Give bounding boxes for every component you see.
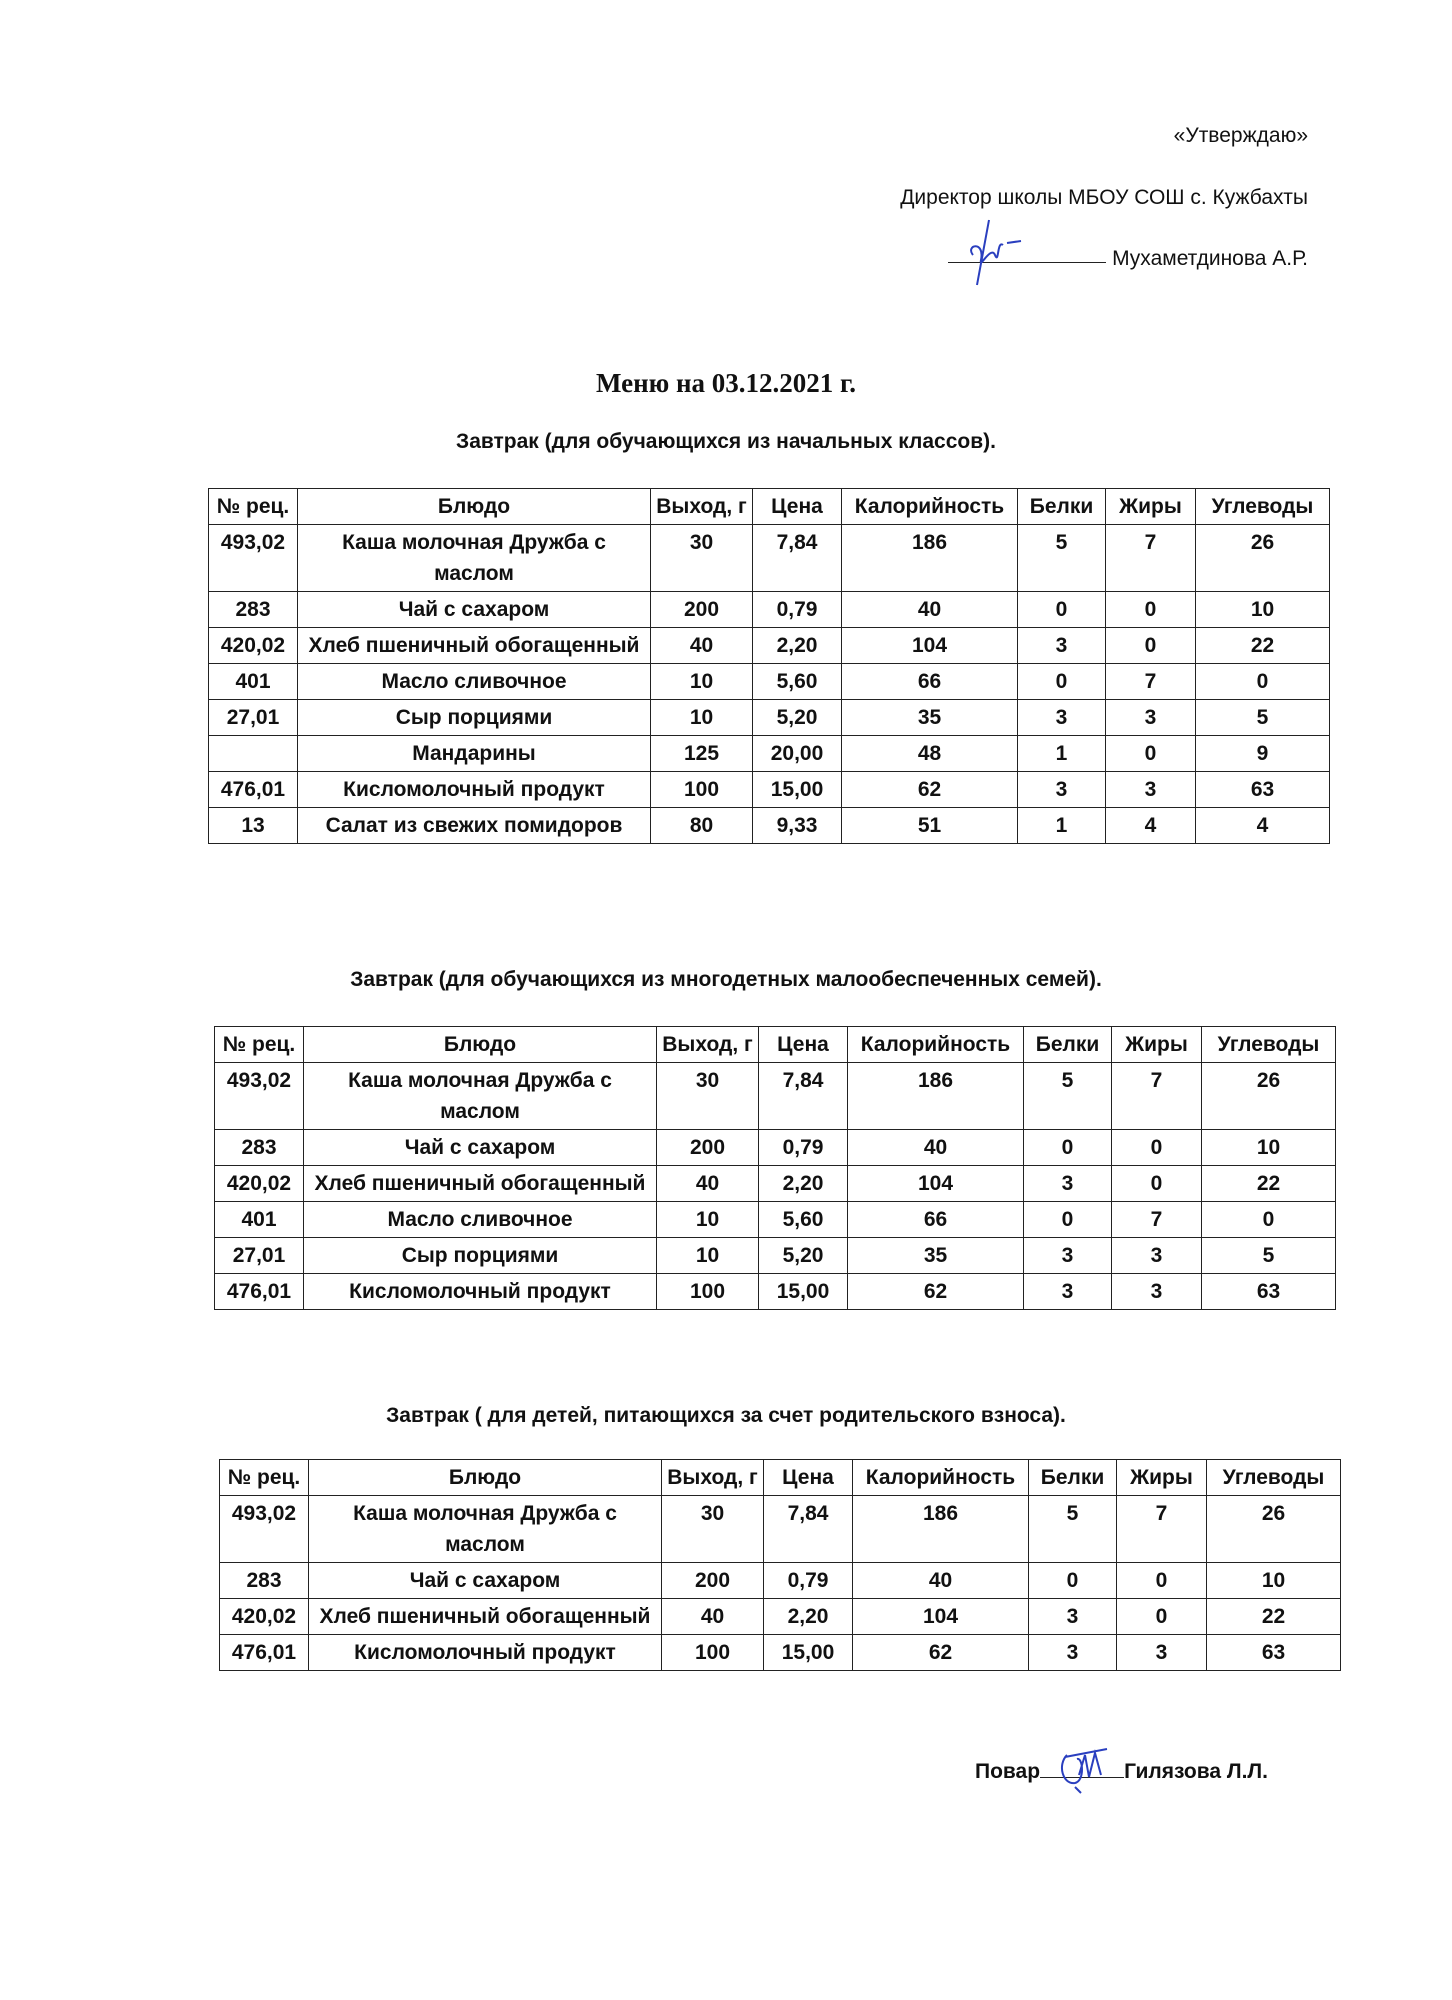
cell-calories: 40 [848,1130,1024,1166]
column-header-fats: Жиры [1117,1460,1207,1496]
cell-price: 2,20 [759,1166,848,1202]
column-header-calories: Калорийность [848,1027,1024,1063]
cell-proteins: 0 [1024,1202,1112,1238]
table-row [215,1274,1336,1310]
cell-fats: 4 [1106,808,1196,844]
cell-yield: 30 [657,1063,759,1130]
cell-carbs: 22 [1207,1599,1341,1635]
cell-fats: 0 [1106,592,1196,628]
column-header-yield: Выход, г [662,1460,764,1496]
director-title: Директор школы МБОУ СОШ с. Кужбахты [900,186,1308,209]
cell-dish: Каша молочная Дружба с маслом [304,1063,657,1130]
cell-recipe-number: 493,02 [215,1063,304,1130]
column-header-carbs: Углеводы [1207,1460,1341,1496]
cell-calories: 186 [853,1496,1029,1563]
column-header-dish: Блюдо [304,1027,657,1063]
cell-yield: 100 [662,1635,764,1671]
column-header-yield: Выход, г [657,1027,759,1063]
cell-yield: 30 [662,1496,764,1563]
cell-calories: 35 [848,1238,1024,1274]
cell-recipe-number: 27,01 [209,700,298,736]
column-header-carbs: Углеводы [1196,489,1330,525]
cell-yield: 100 [657,1274,759,1310]
cell-yield: 40 [657,1166,759,1202]
table-row [209,628,1330,664]
cell-recipe-number: 420,02 [215,1166,304,1202]
cell-dish: Каша молочная Дружба с маслом [298,525,651,592]
cell-calories: 35 [842,700,1018,736]
cell-yield: 200 [651,592,753,628]
cell-dish: Хлеб пшеничный обогащенный [304,1166,657,1202]
section-2-subtitle: Завтрак (для обучающихся из многодетных малообеспеченных семей). [350,968,1102,991]
table-row [220,1563,1341,1599]
cell-carbs: 0 [1202,1202,1336,1238]
section-1-subtitle: Завтрак (для обучающихся из начальных классов). [456,430,996,453]
cell-calories: 104 [842,628,1018,664]
column-header-price: Цена [759,1027,848,1063]
cell-price: 0,79 [764,1563,853,1599]
column-header-price: Цена [764,1460,853,1496]
cell-yield: 200 [662,1563,764,1599]
cell-price: 2,20 [753,628,842,664]
column-header-carbs: Углеводы [1202,1027,1336,1063]
cell-yield: 10 [651,664,753,700]
cell-calories: 66 [848,1202,1024,1238]
cell-carbs: 22 [1202,1166,1336,1202]
cell-proteins: 5 [1029,1496,1117,1563]
cell-price: 2,20 [764,1599,853,1635]
table-row [209,772,1330,808]
cook-signature-block [975,1760,1268,1784]
cell-dish: Кисломолочный продукт [309,1635,662,1671]
cell-recipe-number: 420,02 [220,1599,309,1635]
cell-price: 20,00 [753,736,842,772]
cell-calories: 62 [842,772,1018,808]
table-row [220,1599,1341,1635]
cell-price: 5,60 [759,1202,848,1238]
cell-fats: 3 [1112,1238,1202,1274]
cell-recipe-number: 476,01 [209,772,298,808]
table-row [215,1202,1336,1238]
cell-fats: 0 [1106,628,1196,664]
cell-carbs: 10 [1207,1563,1341,1599]
cell-proteins: 1 [1018,808,1106,844]
cell-price: 5,20 [753,700,842,736]
column-header-fats: Жиры [1106,489,1196,525]
director-name: Мухаметдинова А.Р. [1112,247,1308,270]
table-row [215,1063,1336,1130]
cell-yield: 30 [651,525,753,592]
cell-recipe-number: 493,02 [209,525,298,592]
column-header-proteins: Белки [1018,489,1106,525]
cell-recipe-number: 13 [209,808,298,844]
director-signature [955,215,1025,290]
table-row [215,1238,1336,1274]
cell-dish: Масло сливочное [298,664,651,700]
cell-calories: 104 [848,1166,1024,1202]
cell-price: 15,00 [759,1274,848,1310]
cell-calories: 40 [842,592,1018,628]
cell-fats: 0 [1112,1130,1202,1166]
cell-yield: 80 [651,808,753,844]
cell-proteins: 0 [1018,592,1106,628]
cell-price: 0,79 [753,592,842,628]
cell-dish: Салат из свежих помидоров [298,808,651,844]
cell-proteins: 5 [1018,525,1106,592]
cell-carbs: 0 [1196,664,1330,700]
cell-proteins: 3 [1018,772,1106,808]
cell-dish: Хлеб пшеничный обогащенный [298,628,651,664]
cell-yield: 40 [651,628,753,664]
cell-dish: Хлеб пшеничный обогащенный [309,1599,662,1635]
cell-recipe-number: 420,02 [209,628,298,664]
cell-fats: 7 [1117,1496,1207,1563]
cell-proteins: 3 [1018,700,1106,736]
menu-table-primary [208,488,1330,844]
cell-carbs: 22 [1196,628,1330,664]
cell-price: 15,00 [764,1635,853,1671]
cell-recipe-number: 476,01 [215,1274,304,1310]
cook-name: Гилязова Л.Л. [1124,1760,1268,1783]
table-row [209,592,1330,628]
column-header-recipe-number: № рец. [215,1027,304,1063]
cell-dish: Чай с сахаром [309,1563,662,1599]
cell-fats: 0 [1112,1166,1202,1202]
cell-carbs: 10 [1202,1130,1336,1166]
table-header-row [220,1460,1341,1496]
cell-carbs: 26 [1207,1496,1341,1563]
cell-price: 5,60 [753,664,842,700]
cell-proteins: 1 [1018,736,1106,772]
cell-price: 15,00 [753,772,842,808]
cell-fats: 0 [1117,1599,1207,1635]
cell-proteins: 3 [1024,1274,1112,1310]
table-row [209,808,1330,844]
column-header-proteins: Белки [1024,1027,1112,1063]
cell-recipe-number [209,736,298,772]
cook-signature [1055,1745,1115,1795]
cell-dish: Каша молочная Дружба с маслом [309,1496,662,1563]
cell-proteins: 0 [1029,1563,1117,1599]
cell-calories: 48 [842,736,1018,772]
cell-fats: 3 [1106,772,1196,808]
table-row [220,1496,1341,1563]
cell-fats: 7 [1112,1202,1202,1238]
cell-calories: 62 [853,1635,1029,1671]
approval-heading: «Утверждаю» [1173,124,1308,147]
cell-proteins: 3 [1024,1166,1112,1202]
table-row [209,664,1330,700]
cell-price: 0,79 [759,1130,848,1166]
cell-carbs: 63 [1196,772,1330,808]
cell-dish: Кисломолочный продукт [298,772,651,808]
cell-recipe-number: 401 [209,664,298,700]
cell-carbs: 5 [1202,1238,1336,1274]
cell-fats: 3 [1106,700,1196,736]
cell-fats: 0 [1106,736,1196,772]
cell-recipe-number: 27,01 [215,1238,304,1274]
cell-dish: Чай с сахаром [298,592,651,628]
table-header-row [209,489,1330,525]
cell-price: 7,84 [759,1063,848,1130]
cell-yield: 10 [657,1238,759,1274]
table-header-row [215,1027,1336,1063]
cell-yield: 10 [651,700,753,736]
cell-dish: Мандарины [298,736,651,772]
cell-dish: Масло сливочное [304,1202,657,1238]
cell-proteins: 5 [1024,1063,1112,1130]
cell-proteins: 3 [1018,628,1106,664]
cell-dish: Сыр порциями [298,700,651,736]
cell-yield: 40 [662,1599,764,1635]
cell-dish: Сыр порциями [304,1238,657,1274]
cell-price: 5,20 [759,1238,848,1274]
column-header-calories: Калорийность [842,489,1018,525]
cell-price: 7,84 [764,1496,853,1563]
menu-table-large-families [214,1026,1336,1310]
cell-recipe-number: 401 [215,1202,304,1238]
cell-carbs: 63 [1207,1635,1341,1671]
cell-calories: 186 [842,525,1018,592]
table-row [209,736,1330,772]
table-row [215,1130,1336,1166]
cell-price: 7,84 [753,525,842,592]
column-header-fats: Жиры [1112,1027,1202,1063]
column-header-proteins: Белки [1029,1460,1117,1496]
column-header-dish: Блюдо [309,1460,662,1496]
cell-calories: 40 [853,1563,1029,1599]
cell-calories: 66 [842,664,1018,700]
column-header-dish: Блюдо [298,489,651,525]
cell-calories: 51 [842,808,1018,844]
cell-proteins: 3 [1029,1635,1117,1671]
cell-recipe-number: 493,02 [220,1496,309,1563]
cell-carbs: 4 [1196,808,1330,844]
table-row [215,1166,1336,1202]
cell-proteins: 3 [1029,1599,1117,1635]
cell-yield: 10 [657,1202,759,1238]
cell-fats: 3 [1117,1635,1207,1671]
cell-carbs: 26 [1202,1063,1336,1130]
cell-fats: 7 [1112,1063,1202,1130]
cell-calories: 186 [848,1063,1024,1130]
column-header-price: Цена [753,489,842,525]
section-3-subtitle: Завтрак ( для детей, питающихся за счет родительского взноса). [386,1404,1066,1427]
cell-yield: 100 [651,772,753,808]
cell-yield: 200 [657,1130,759,1166]
table-row [220,1635,1341,1671]
cell-recipe-number: 283 [209,592,298,628]
cell-fats: 7 [1106,525,1196,592]
cell-calories: 104 [853,1599,1029,1635]
cell-recipe-number: 476,01 [220,1635,309,1671]
cell-fats: 0 [1117,1563,1207,1599]
cell-recipe-number: 283 [220,1563,309,1599]
column-header-recipe-number: № рец. [220,1460,309,1496]
cell-price: 9,33 [753,808,842,844]
page-title: Меню на 03.12.2021 г. [595,368,857,398]
cell-yield: 125 [651,736,753,772]
cell-carbs: 10 [1196,592,1330,628]
menu-table-parent-paid [219,1459,1341,1671]
column-header-recipe-number: № рец. [209,489,298,525]
cell-dish: Чай с сахаром [304,1130,657,1166]
cell-dish: Кисломолочный продукт [304,1274,657,1310]
cell-carbs: 63 [1202,1274,1336,1310]
cell-carbs: 5 [1196,700,1330,736]
cell-fats: 3 [1112,1274,1202,1310]
cell-carbs: 26 [1196,525,1330,592]
table-row [209,525,1330,592]
cell-proteins: 0 [1024,1130,1112,1166]
cell-calories: 62 [848,1274,1024,1310]
column-header-yield: Выход, г [651,489,753,525]
cell-carbs: 9 [1196,736,1330,772]
cell-proteins: 0 [1018,664,1106,700]
cell-proteins: 3 [1024,1238,1112,1274]
column-header-calories: Калорийность [853,1460,1029,1496]
table-row [209,700,1330,736]
cook-label: Повар [975,1760,1041,1783]
cell-fats: 7 [1106,664,1196,700]
cell-recipe-number: 283 [215,1130,304,1166]
